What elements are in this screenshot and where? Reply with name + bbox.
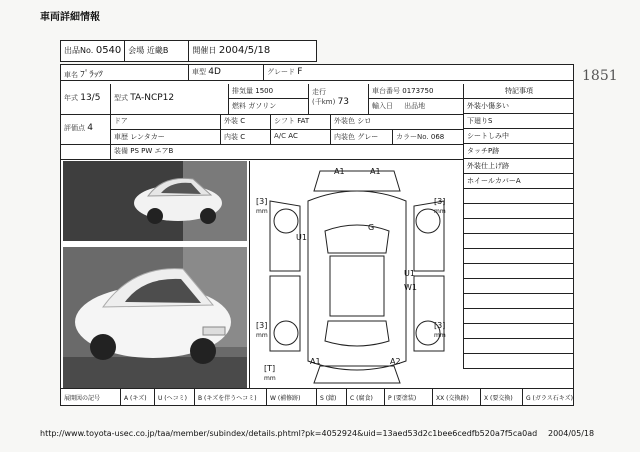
legend-item: A (キズ) — [121, 389, 155, 406]
notes-column — [463, 84, 574, 369]
note-row: シートしみ中 — [464, 129, 574, 144]
damage-front-left: A1 — [334, 167, 345, 176]
car-name: ﾌﾟﾗｯﾂ — [80, 70, 103, 80]
note-row — [464, 234, 574, 249]
ac: AC — [288, 132, 298, 140]
note-row: タッチP跡 — [464, 144, 574, 159]
mileage-label: 走行 — [312, 88, 326, 96]
tread-front-left: [3] mm — [256, 197, 268, 215]
score: 4 — [87, 123, 93, 133]
model-code: TA-NCP12 — [130, 93, 175, 103]
damage-right-door: U1 — [404, 269, 415, 278]
year-label: 年式 — [64, 94, 78, 102]
legend-item: W (補修跡) — [267, 389, 317, 406]
shift-label: シフト — [274, 117, 295, 125]
body-type-label: 車型 — [192, 68, 206, 76]
history-label: 車歴 — [114, 133, 128, 141]
fuel: ガソリン — [248, 102, 277, 110]
legend-item: S (錆) — [317, 389, 347, 406]
page-title: 車両詳細情報 — [40, 12, 100, 23]
damage-right-glass: W1 — [404, 283, 417, 292]
note-row: 外装仕上げ跡 — [464, 159, 574, 174]
handwritten-note: 1851 — [582, 68, 618, 84]
chassis-number: 0173750 — [402, 87, 434, 95]
damage-rear-right: A2 — [390, 357, 401, 366]
year: 13/5 — [80, 93, 101, 103]
chassis-label: 車台番号 — [372, 87, 400, 95]
note-row — [464, 324, 574, 339]
auction-header — [60, 40, 317, 62]
inspection-sheet — [60, 64, 574, 406]
ext-color-label: 外装色 — [334, 117, 355, 125]
damage-diagram — [249, 161, 464, 388]
legend-item: G (ガラス石キズ) — [526, 395, 573, 402]
damage-rear-left: A1 — [310, 357, 321, 366]
car-photo-rear — [63, 161, 247, 241]
note-row — [464, 309, 574, 324]
body-type: 4D — [208, 67, 221, 77]
note-row — [464, 189, 574, 204]
color-no-label: カラーNo. — [396, 133, 429, 141]
displacement-label: 排気量 — [232, 87, 253, 95]
ext-grade-label: 外装 — [224, 117, 238, 125]
grade-label: グレード — [267, 68, 295, 76]
legend-item: X (要交換) — [481, 389, 523, 406]
fuel-label: 燃料 — [232, 102, 246, 110]
int-color: グレー — [357, 133, 379, 141]
origin-label: 出品地 — [404, 102, 426, 110]
note-row: ホイールカバーA — [464, 174, 574, 189]
color-no: 068 — [430, 133, 445, 141]
note-row: 下廻りS — [464, 114, 574, 129]
legend-title: 展開図の記号 — [61, 389, 121, 406]
damage-roof: G — [368, 223, 375, 232]
legend-item: C (腐食) — [347, 389, 385, 406]
lot-number: 0540 — [95, 45, 122, 56]
ext-grade: C — [240, 117, 246, 125]
note-row — [464, 219, 574, 234]
int-color-label: 内装色 — [334, 133, 355, 141]
print-date: 2004/05/18 — [548, 429, 595, 438]
note-row — [464, 279, 574, 294]
note-row — [464, 249, 574, 264]
damage-legend — [61, 388, 573, 406]
legend-item: B (キズを伴うヘコミ) — [195, 389, 267, 406]
import-date-label: 輸入日 — [372, 102, 393, 110]
note-row — [464, 264, 574, 279]
ac-label: A/C — [274, 132, 287, 140]
tread-front-right: [3] mm — [434, 197, 446, 215]
mileage: 73 — [337, 97, 350, 107]
tread-rear-right: [3] mm — [434, 321, 446, 339]
ext-color: シロ — [357, 117, 372, 125]
shift: FAT — [297, 117, 310, 125]
grade: F — [297, 67, 303, 77]
displacement: 1500 — [255, 87, 274, 95]
doors-label: ドア — [114, 117, 128, 125]
legend-item: XX (交換跡) — [433, 389, 481, 406]
note-row — [464, 354, 574, 369]
history: レンタカー — [130, 133, 165, 141]
note-row: 外装小傷多い — [464, 99, 574, 114]
mileage-unit: (千km) — [312, 98, 336, 106]
car-name-label: 車名 — [64, 71, 78, 79]
venue-label: 会場 — [128, 46, 145, 55]
equipment-label: 装備 — [114, 147, 128, 155]
damage-front-right: A1 — [370, 167, 381, 176]
int-grade: C — [240, 133, 246, 141]
damage-left-door: U1 — [296, 233, 307, 242]
date-label: 開催日 — [192, 46, 217, 55]
spare-tire: [T] mm — [264, 364, 276, 382]
lot-label: 出品No. — [64, 46, 94, 55]
notes-header: 特記事項 — [464, 84, 574, 99]
score-label: 評価点 — [64, 124, 85, 132]
note-row — [464, 339, 574, 354]
page-url[interactable]: http://www.toyota-usec.co.jp/taa/member/subindex/details.phtml?pk=4052924&uid=13aed53d2c1bee6cedfb520a7f5ca0ad — [40, 429, 538, 438]
note-row — [464, 294, 574, 309]
tread-rear-left: [3] mm — [256, 321, 268, 339]
car-photo-front — [63, 247, 247, 388]
venue-value: 近畿B — [146, 46, 169, 55]
auction-date: 2004/5/18 — [218, 45, 271, 56]
int-grade-label: 内装 — [224, 133, 238, 141]
note-row — [464, 204, 574, 219]
equipment: PS PW エアB — [130, 147, 174, 155]
model-code-label: 型式 — [114, 94, 128, 102]
legend-item: P (要塗装) — [385, 389, 433, 406]
legend-item: U (ヘコミ) — [155, 389, 195, 406]
